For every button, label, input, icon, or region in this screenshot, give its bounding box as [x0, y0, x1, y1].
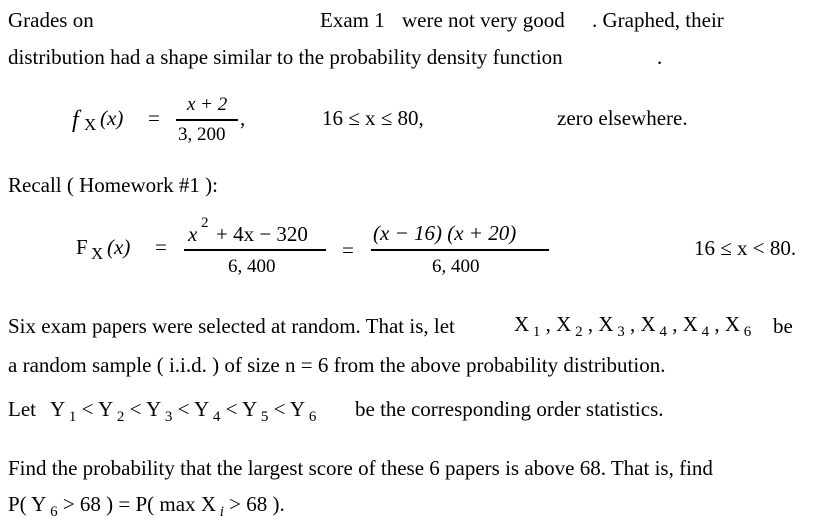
sample-line-3-end: be the corresponding order statistics.: [355, 397, 664, 421]
cdf-num2: (x − 16) (x + 20): [373, 221, 517, 245]
question-line-1: Find the probability that the largest score of these 6 papers is above 68. That is, find: [8, 456, 713, 480]
cdf-fraction-bar-2: [371, 249, 549, 251]
question-line-2: P( Y $_6$ > 68 ) = P( max X $_i$ > 68 ).: [8, 492, 285, 521]
pdf-comma: ,: [240, 106, 246, 130]
sample-be: be: [773, 314, 793, 338]
cdf-den1: 6, 400: [228, 256, 276, 277]
cdf-subscript: X: [91, 244, 104, 263]
intro-text-1: Grades on: [8, 8, 94, 32]
pdf-elsewhere: zero elsewhere.: [557, 106, 688, 130]
cdf-equals-2: =: [342, 238, 354, 262]
intro-text-3: . Graphed, their: [592, 8, 724, 32]
cdf-fraction-bar-1: [184, 249, 326, 251]
pdf-range: 16 ≤ x ≤ 80,: [322, 106, 424, 130]
cdf-den2: 6, 400: [432, 256, 480, 277]
intro-line-2-end: .: [657, 45, 663, 69]
cdf-num1-rest: + 4x − 320: [216, 222, 308, 246]
pdf-arg: (x): [100, 106, 124, 130]
order-statistics: Y $_1$ < Y $_2$ < Y $_3$ < Y $_4$ < Y $_5$ < Y $_6$: [50, 397, 317, 426]
pdf-subscript: X: [84, 115, 97, 134]
exam-name: Exam 1: [320, 8, 385, 32]
intro-line-2: distribution had a shape similar to the probability density function: [8, 45, 563, 69]
cdf-F-symbol: F: [76, 235, 88, 259]
pdf-denominator: 3, 200: [178, 124, 226, 145]
sample-line-1: Six exam papers were selected at random. That is, let: [8, 314, 455, 338]
pdf-equals: =: [148, 106, 160, 130]
cdf-num1-x: x: [188, 222, 198, 246]
sample-line-2: a random sample ( i.i.d. ) of size n = 6 from the above probability distribution.: [8, 353, 666, 377]
recall-heading: Recall ( Homework #1 ):: [8, 173, 218, 197]
pdf-f-symbol: f: [72, 107, 79, 133]
cdf-num1-exponent: 2: [201, 215, 209, 231]
pdf-numerator: x + 2: [187, 94, 228, 115]
cdf-arg: (x): [107, 235, 131, 259]
intro-text-2: were not very good: [402, 8, 565, 32]
sample-variables: X $_1$ , X $_2$ , X $_3$ , X $_4$ , X $_4$ , X $_6$: [514, 312, 752, 341]
cdf-equals-1: =: [155, 235, 167, 259]
sample-line-3-start: Let: [8, 397, 36, 421]
cdf-range: 16 ≤ x < 80.: [694, 236, 797, 260]
pdf-fraction-bar: [176, 119, 238, 121]
